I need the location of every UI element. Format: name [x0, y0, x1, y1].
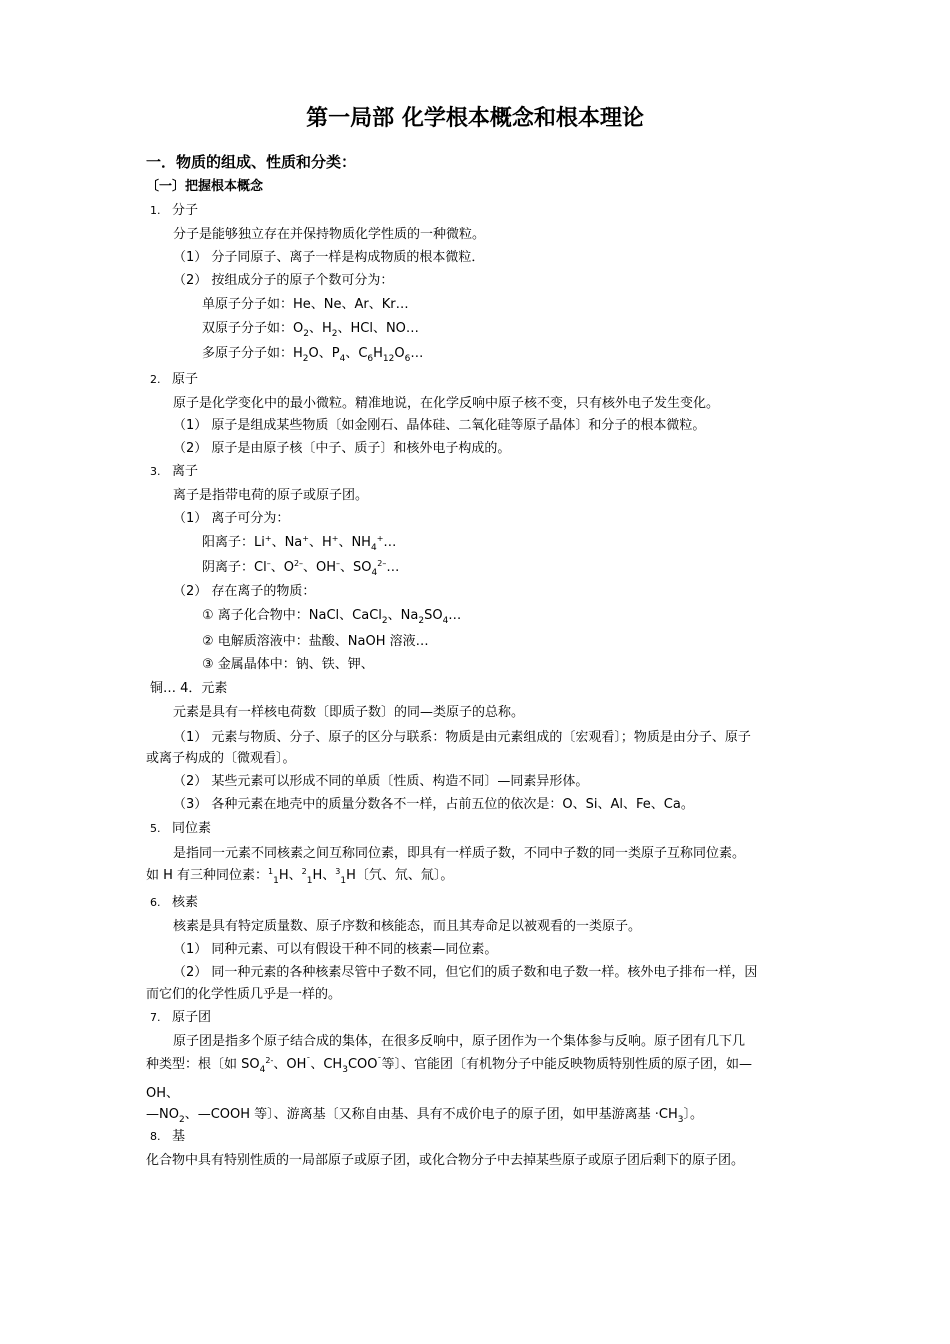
item-4-heading: 铜… 4．元素: [150, 681, 228, 696]
paragraph: 双原子分子如：$O_2$、$H_2$、HCl、NO…: [202, 321, 419, 339]
paragraph: （2） 原子是由原子核〔中子、质子〕和核外电子构成的。: [173, 441, 511, 456]
paragraph: 如 H 有三种同位素：$^1_1$H、$^2_1$H、$^3_1$H〔氕、氘、氚〕。: [146, 867, 454, 886]
paragraph: 离子是指带电荷的原子或原子团。: [173, 488, 369, 503]
paragraph: （2） 某些元素可以形成不同的单质〔性质、构造不同〕—同素异形体。: [173, 774, 589, 789]
paragraph: 核素是具有特定质量数、原子序数和核能态，而且其寿命足以被观看的一类原子。: [173, 919, 642, 934]
item-2-heading: 2. 原子: [150, 372, 199, 387]
item-3-heading: 3. 离子: [150, 464, 199, 479]
section-heading: 一．物质的组成、性质和分类：: [146, 153, 357, 171]
paragraph: 单原子分子如：He、Ne、Ar、Kr…: [202, 297, 409, 312]
paragraph: （2） 按组成分子的原子个数可分为：: [173, 273, 394, 288]
paragraph: 分子是能够独立存在并保持物质化学性质的一种微粒。: [173, 227, 486, 242]
paragraph: （2） 存在离子的物质：: [173, 584, 316, 599]
paragraph: 阴离子：Cl–、$O^{2-}$、OH–、$SO_4^{2-}\dots$: [202, 559, 400, 578]
paragraph: ② 电解质溶液中：盐酸、NaOH 溶液…: [202, 634, 429, 649]
item-8-heading: 8. 基: [150, 1129, 186, 1144]
paragraph: （1） 同种元素、可以有假设干种不同的核素—同位素。: [173, 942, 498, 957]
paragraph: OH、: [146, 1086, 180, 1101]
page-title: 第一局部 化学根本概念和根本理论: [306, 106, 644, 131]
paragraph: （1） 分子同原子、离子一样是构成物质的根本微粒．: [173, 250, 485, 265]
paragraph: （2） 同一种元素的各种核素尽管中子数不同，但它们的质子数和电子数一样。核外电子排布一样，因: [173, 965, 758, 980]
subsection-heading: 〔一〕把握根本概念: [146, 179, 264, 194]
paragraph: （3） 各种元素在地壳中的质量分数各不一样，占前五位的依次是：O、Si、Al、Fe、Ca。: [173, 797, 694, 812]
paragraph: 种类型：根〔如 $SO_4^{2-}$、$OH^ˉ$、$CH_3COO^ˉ$等〕、官能团〔有机物分子中能反映物质特别性质的原子团，如—: [146, 1056, 753, 1075]
paragraph: $—NO_2$、—COOH 等〕、游离基〔又称自由基、具有不成价电子的原子团，如甲基游离基 $\cdot CH_3$〕。: [146, 1107, 704, 1125]
paragraph: ① 离子化合物中：NaCl、CaCl$_2$、$Na_2SO_4\dots$: [202, 608, 462, 626]
paragraph: 阳离子：Li+、Na+、H+、$NH_4^+\dots$: [202, 534, 397, 553]
item-7-heading: 7. 原子团: [150, 1010, 212, 1025]
paragraph: 原子是化学变化中的最小微粒。精准地说，在化学反响中原子核不变，只有核外电子发生变化。: [173, 396, 720, 411]
paragraph: （1） 离子可分为：: [173, 511, 290, 526]
item-5-heading: 5. 同位素: [150, 821, 212, 836]
paragraph: （1） 原子是组成某些物质〔如金刚石、晶体硅、二氧化硅等原子晶体〕和分子的根本微粒。: [173, 418, 706, 433]
item-1-heading: 1. 分子: [150, 203, 199, 218]
paragraph: 或离子构成的〔微观看〕。: [146, 751, 296, 766]
paragraph: 原子团是指多个原子结合成的集体，在很多反响中，原子团作为一个集体参与反响。原子团有几下几: [173, 1034, 746, 1049]
paragraph: 而它们的化学性质几乎是一样的。: [146, 987, 342, 1002]
paragraph: ③ 金属晶体中：钠、铁、钾、: [202, 657, 374, 672]
item-6-heading: 6. 核素: [150, 895, 199, 910]
paragraph: 多原子分子如：$H_2O$、$P_4$、$C_6H_{12}O_6\dots$: [202, 346, 424, 364]
paragraph: 元素是具有一样核电荷数〔即质子数〕的同—类原子的总称。: [173, 705, 525, 720]
paragraph: 化合物中具有特别性质的一局部原子或原子团，或化合物分子中去掉某些原子或原子团后剩下的原子团。: [146, 1153, 745, 1168]
paragraph: 是指同一元素不同核素之间互称同位素，即具有一样质子数，不同中子数的同一类原子互称同位素。: [173, 846, 746, 861]
paragraph: （1） 元素与物质、分子、原子的区分与联系：物质是由元素组成的〔宏观看〕；物质是由分子、原子: [173, 730, 751, 745]
